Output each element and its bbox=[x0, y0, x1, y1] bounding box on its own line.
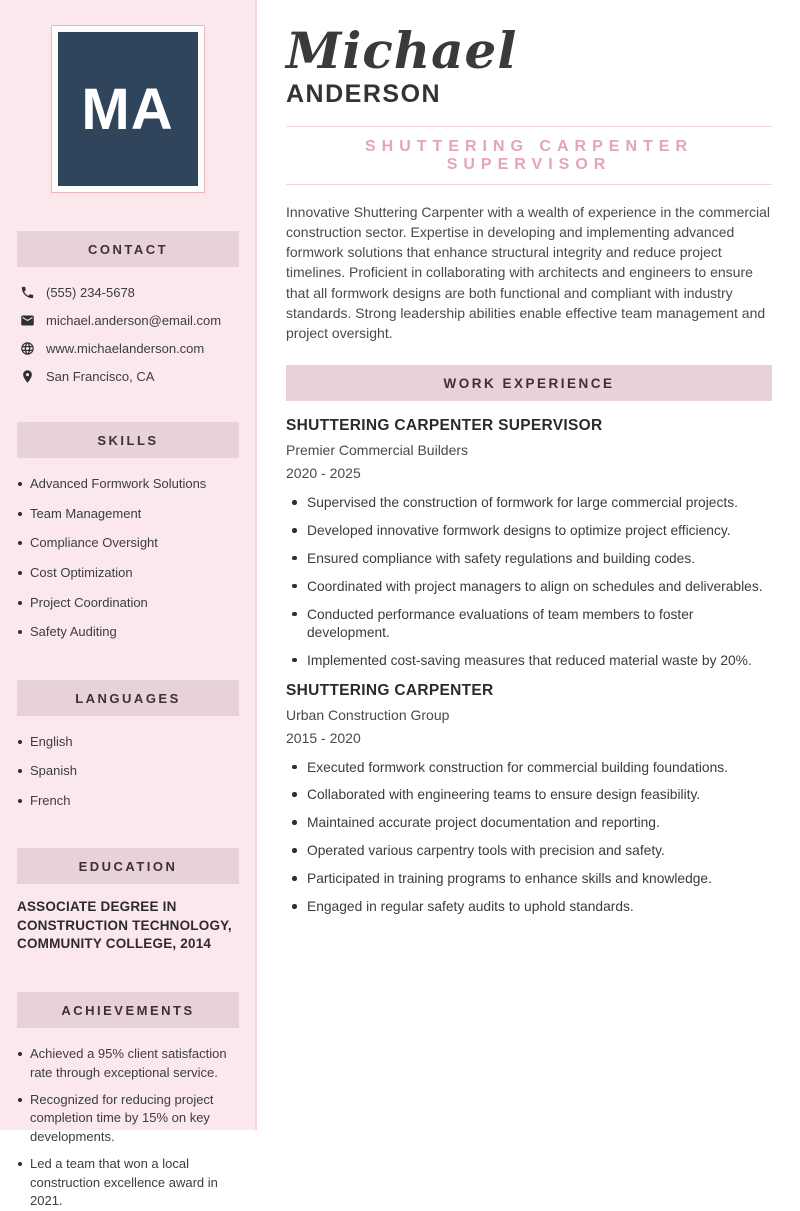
divider-bottom bbox=[286, 184, 772, 185]
contact-location-text: San Francisco, CA bbox=[46, 369, 155, 384]
job-bullet: Conducted performance evaluations of team members to foster development. bbox=[292, 606, 772, 642]
skill-item: Project Coordination bbox=[18, 594, 255, 612]
contact-phone-text: (555) 234-5678 bbox=[46, 285, 135, 300]
contact-website-text: www.michaelanderson.com bbox=[46, 341, 205, 356]
contact-website bbox=[20, 341, 255, 356]
work-experience-title: WORK EXPERIENCE bbox=[443, 376, 615, 392]
job-bullet: Supervised the construction of formwork for large commercial projects. bbox=[292, 494, 772, 512]
first-name: Michael bbox=[286, 21, 518, 80]
job-company: Urban Construction Group bbox=[286, 706, 450, 723]
skill-item: Safety Auditing bbox=[18, 623, 255, 641]
monogram-initials: MA bbox=[81, 76, 174, 142]
contact-phone bbox=[20, 285, 255, 300]
main-content bbox=[257, 0, 800, 1130]
education-section-header bbox=[17, 848, 239, 884]
skills-section-title: SKILLS bbox=[97, 433, 159, 448]
job-bullet: Ensured compliance with safety regulations and building codes. bbox=[292, 550, 772, 568]
job-entry bbox=[286, 682, 772, 917]
job-bullet: Developed innovative formwork designs to optimize project efficiency. bbox=[292, 522, 772, 540]
job-title: SHUTTERING CARPENTER bbox=[286, 681, 494, 699]
job-title: SHUTTERING CARPENTER SUPERVISOR bbox=[286, 417, 603, 435]
language-item: French bbox=[18, 792, 255, 810]
contact-list bbox=[20, 285, 255, 384]
skill-item: Advanced Formwork Solutions bbox=[18, 475, 255, 493]
sidebar bbox=[0, 0, 257, 1209]
achievement-item: Achieved a 95% client satisfaction rate through exceptional service. bbox=[18, 1045, 255, 1082]
resume-job-title: SHUTTERING CARPENTER SUPERVISOR bbox=[364, 138, 693, 173]
professional-summary: Innovative Shuttering Carpenter with a wealth of experience in the commercial construction sector. Expertise in developing and implementing advanced formwork solutions that enhance structural integrity and reduce project timelines. Proficient in collaborating with architects and engineers to ensure that all formwork designs are both functional and compliant with industry standards. Strong leadership abilities enable effective team management and project oversight. bbox=[286, 204, 771, 341]
achievements-section-title: ACHIEVEMENTS bbox=[61, 1003, 195, 1019]
education-degree: ASSOCIATE DEGREE IN CONSTRUCTION TECHNOLOGY, COMMUNITY COLLEGE, 2014 bbox=[17, 899, 232, 952]
profile-photo-frame bbox=[51, 25, 205, 193]
job-bullet: Participated in training programs to enhance skills and knowledge. bbox=[292, 870, 772, 888]
job-company: Premier Commercial Builders bbox=[286, 442, 469, 459]
job-bullet: Implemented cost-saving measures that reduced material waste by 20%. bbox=[292, 652, 772, 670]
monogram-tile bbox=[58, 32, 198, 186]
last-name: ANDERSON bbox=[286, 80, 442, 108]
achievements-section-header bbox=[17, 992, 239, 1028]
work-experience-header bbox=[286, 365, 772, 401]
achievement-item: Recognized for reducing project completion time by 15% on key developments. bbox=[18, 1091, 255, 1146]
languages-section-title: LANGUAGES bbox=[75, 690, 181, 706]
globe-icon bbox=[20, 341, 35, 356]
contact-email-text: michael.anderson@email.com bbox=[46, 313, 222, 328]
skills-list bbox=[18, 475, 255, 642]
job-bullet: Maintained accurate project documentation and reporting. bbox=[292, 814, 772, 832]
skill-item: Compliance Oversight bbox=[18, 534, 255, 552]
email-icon bbox=[20, 313, 35, 328]
skills-section-header bbox=[17, 422, 239, 458]
education-section-title: EDUCATION bbox=[78, 859, 178, 875]
job-entry bbox=[286, 417, 772, 669]
contact-email bbox=[20, 313, 255, 328]
contact-location bbox=[20, 369, 255, 384]
job-bullet-list bbox=[292, 494, 772, 669]
job-bullet: Executed formwork construction for commercial building foundations. bbox=[292, 759, 772, 777]
achievements-list bbox=[18, 1045, 255, 1211]
skill-item: Cost Optimization bbox=[18, 564, 255, 582]
language-item: Spanish bbox=[18, 762, 255, 780]
job-dates: 2020 - 2025 bbox=[286, 465, 361, 482]
language-item: English bbox=[18, 733, 255, 751]
location-pin-icon bbox=[20, 369, 35, 384]
languages-list bbox=[18, 733, 255, 811]
phone-icon bbox=[20, 285, 35, 300]
languages-section-header bbox=[17, 680, 239, 716]
contact-section-title: CONTACT bbox=[87, 242, 169, 257]
job-dates: 2015 - 2020 bbox=[286, 729, 361, 746]
job-bullet: Operated various carpentry tools with precision and safety. bbox=[292, 842, 772, 860]
job-bullet: Engaged in regular safety audits to uphold standards. bbox=[292, 898, 772, 916]
job-bullet: Collaborated with engineering teams to ensure design feasibility. bbox=[292, 786, 772, 804]
job-bullet: Coordinated with project managers to align on schedules and deliverables. bbox=[292, 578, 772, 596]
contact-section-header bbox=[17, 231, 239, 267]
achievement-item: Led a team that won a local construction excellence award in 2021. bbox=[18, 1155, 255, 1210]
job-bullet-list bbox=[292, 759, 772, 917]
skill-item: Team Management bbox=[18, 505, 255, 523]
